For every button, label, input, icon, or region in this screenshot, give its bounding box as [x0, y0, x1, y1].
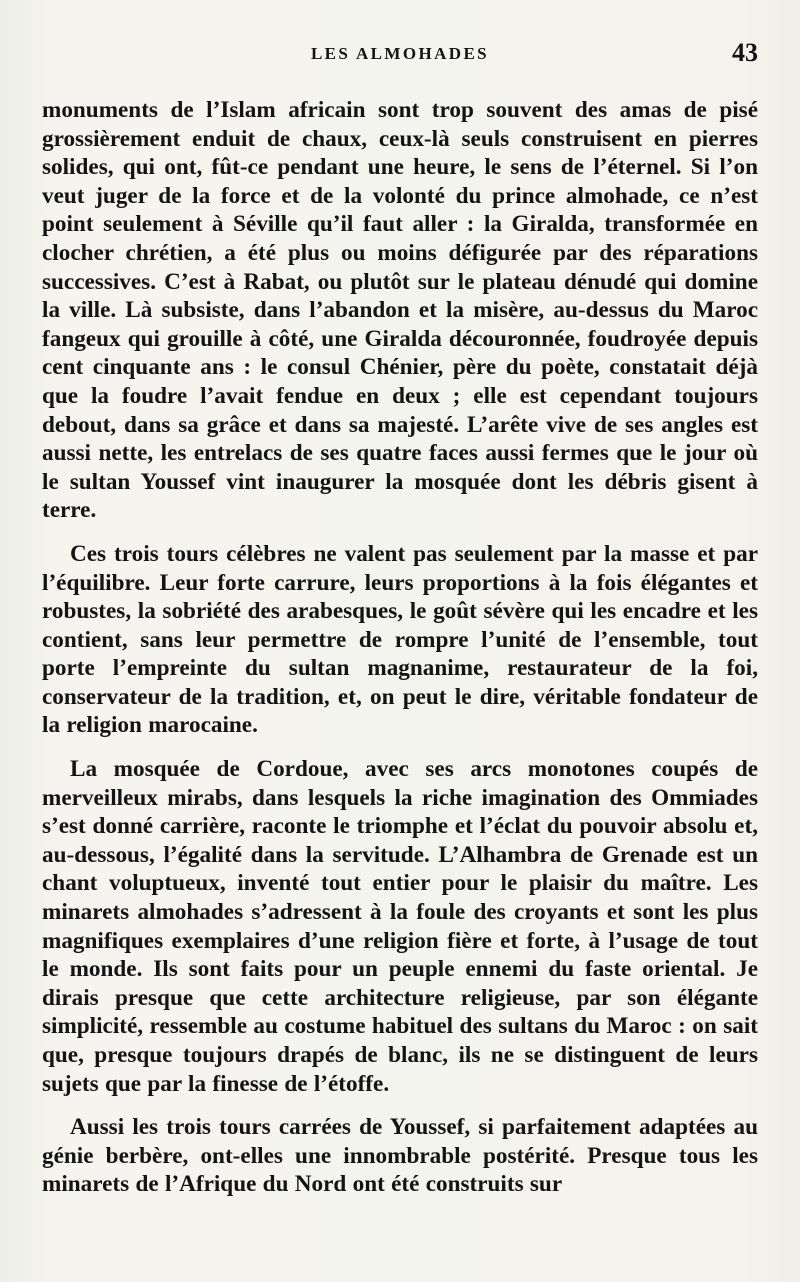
paragraph-youssef-towers: Aussi les trois tours carrées de Youssef, si parfaitement adaptées au génie berbère, ont-elles une innombrable postérité. Presque tous les minarets de l’Afrique du Nord ont été construits sur — [42, 1114, 758, 1198]
page-number: 43 — [732, 38, 758, 67]
running-head — [42, 38, 758, 68]
paragraph-cordoba-mosque: La mosquée de Cordoue, avec ses arcs monotones coupés de merveilleux mirabs, dans lesquels la riche imagination des Ommiades s’est donné carrière, raconte le triomphe et l’éclat du pouvoir absolu et, au-dessous, l’égalité dans la servitude. L’Alhambra de Grenade est un chant voluptueux, inventé tout entier pour le plaisir du maître. Les minarets almohades s’adressent à la foule des croyants et sont les plus magnifiques exemplaires d’une religion fière et forte, à l’usage de tout le monde. Ils sont faits pour un peuple ennemi du faste oriental. Je dirais presque que cette architecture religieuse, par son élégante simplicité, ressemble au costume habituel des sultans du Maroc : on sait que, presque toujours drapés de blanc, ils ne se distinguent de leurs sujets que par la finesse de l’étoffe. — [42, 756, 758, 1097]
body-text — [42, 96, 758, 1199]
paragraph-three-towers: Ces trois tours célèbres ne valent pas seulement par la masse et par l’équilibre. Leur forte carrure, leurs proportions à la fois élégantes et robustes, la sobriété des arabesques, le goût sévère qui les encadre et les contient, sans leur permettre de rompre l’unité de l’ensemble, tout porte l’empreinte du sultan magnanime, restaurateur de la foi, conservateur de la tradition, et, on peut le dire, véritable fondateur de la religion marocaine. — [42, 540, 758, 739]
running-title: LES ALMOHADES — [310, 44, 490, 63]
paragraph-continued: monuments de l’Islam africain sont trop souvent des amas de pisé grossièrement enduit de chaux, ceux-là seuls construisent en pierres solides, qui ont, fût-ce pendant une heure, le sens de l’éternel. Si l’on veut juger de la force et de la volonté du prince almohade, ce n’est point seulement à Séville qu’il faut aller : la Giralda, transformée en clocher chrétien, a été plus ou moins défigurée par des réparations successives. C’est à Rabat, ou plutôt sur le plateau dénudé qui domine la ville. Là subsiste, dans l’abandon et la misère, au-dessus du Maroc fangeux qui grouille à côté, une Giralda découronnée, foudroyée depuis cent cinquante ans : le consul Chénier, père du poète, constatait déjà que la foudre l’avait fendue en deux ; elle est cependant toujours debout, dans sa grâce et dans sa majesté. L’arête vive de ses angles est aussi nette, les entrelacs de ses quatre faces aussi fermes que le jour où le sultan Youssef vint inaugurer la mosquée dont les débris gisent à terre. — [42, 97, 758, 524]
